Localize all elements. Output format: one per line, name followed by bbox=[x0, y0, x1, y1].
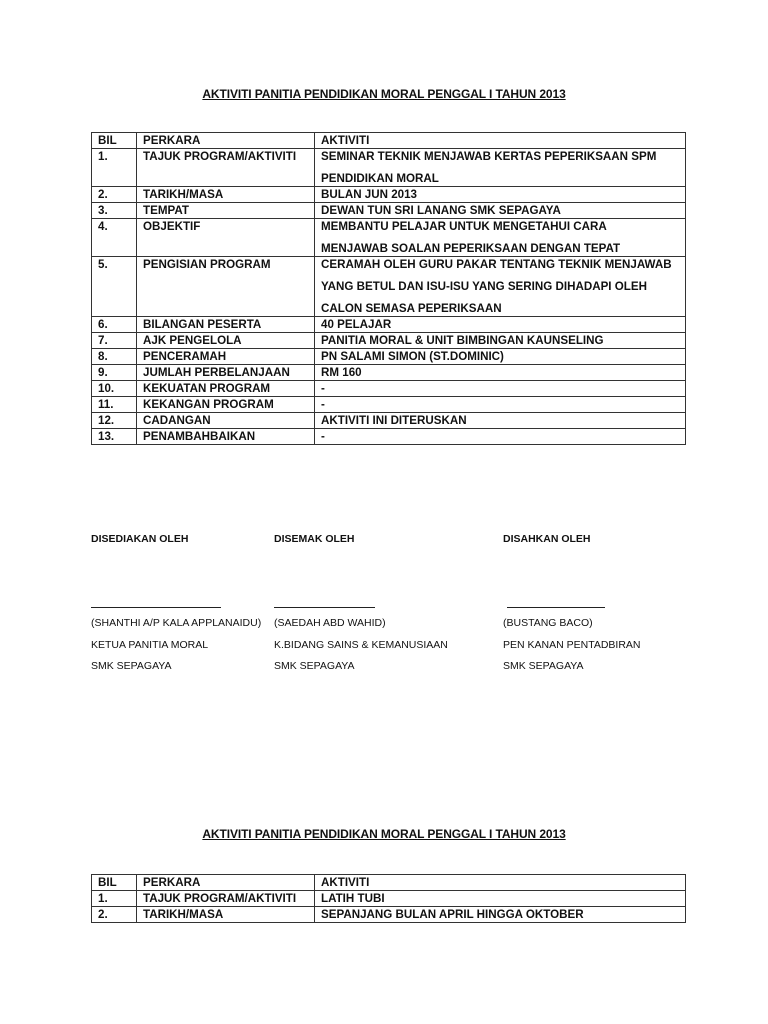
table-row bbox=[92, 413, 686, 429]
table-row bbox=[92, 397, 686, 413]
row-number: 2. bbox=[92, 907, 137, 923]
aktiviti-line: - bbox=[321, 430, 325, 443]
signature-role: PEN KANAN PENTADBIRAN bbox=[503, 639, 641, 651]
column-header: BIL bbox=[92, 875, 137, 891]
aktiviti-line: BULAN JUN 2013 bbox=[321, 188, 417, 201]
row-aktiviti bbox=[315, 907, 686, 923]
signature-heading: DISAHKAN OLEH bbox=[503, 533, 591, 545]
activity-table-2 bbox=[91, 874, 686, 923]
column-header: AKTIVITI bbox=[315, 875, 686, 891]
section1-title: AKTIVITI PANITIA PENDIDIKAN MORAL PENGGAL I TAHUN 2013 bbox=[202, 87, 566, 101]
table-row bbox=[92, 219, 686, 257]
row-perkara: PENGISIAN PROGRAM bbox=[137, 257, 315, 317]
signature-prepared bbox=[91, 533, 188, 545]
column-header: PERKARA bbox=[137, 875, 315, 891]
table-row bbox=[92, 365, 686, 381]
section2-title: AKTIVITI PANITIA PENDIDIKAN MORAL PENGGAL I TAHUN 2013 bbox=[202, 827, 566, 841]
row-perkara: BILANGAN PESERTA bbox=[137, 317, 315, 333]
row-perkara: KEKANGAN PROGRAM bbox=[137, 397, 315, 413]
row-perkara: KEKUATAN PROGRAM bbox=[137, 381, 315, 397]
row-aktiviti bbox=[315, 381, 686, 397]
row-number: 1. bbox=[92, 149, 137, 187]
signature-line bbox=[507, 607, 605, 608]
row-perkara: PENCERAMAH bbox=[137, 349, 315, 365]
table-row bbox=[92, 317, 686, 333]
row-perkara: TARIKH/MASA bbox=[137, 187, 315, 203]
table-row bbox=[92, 203, 686, 219]
row-aktiviti bbox=[315, 397, 686, 413]
aktiviti-line: - bbox=[321, 382, 325, 395]
column-header: BIL bbox=[92, 133, 137, 149]
row-number: 6. bbox=[92, 317, 137, 333]
row-aktiviti bbox=[315, 257, 686, 317]
table-row bbox=[92, 907, 686, 923]
aktiviti-line: 40 PELAJAR bbox=[321, 318, 392, 331]
signature-name: (BUSTANG BACO) bbox=[503, 617, 593, 629]
row-number: 11. bbox=[92, 397, 137, 413]
row-number: 1. bbox=[92, 891, 137, 907]
row-aktiviti bbox=[315, 149, 686, 187]
row-perkara: TAJUK PROGRAM/AKTIVITI bbox=[137, 891, 315, 907]
row-number: 10. bbox=[92, 381, 137, 397]
row-aktiviti bbox=[315, 349, 686, 365]
table-row bbox=[92, 187, 686, 203]
row-perkara: AJK PENGELOLA bbox=[137, 333, 315, 349]
table-header-row bbox=[92, 875, 686, 891]
row-aktiviti bbox=[315, 365, 686, 381]
signature-school: SMK SEPAGAYA bbox=[91, 660, 172, 672]
row-perkara: TEMPAT bbox=[137, 203, 315, 219]
row-perkara: JUMLAH PERBELANJAAN bbox=[137, 365, 315, 381]
aktiviti-line: PANITIA MORAL & UNIT BIMBINGAN KAUNSELING bbox=[321, 334, 604, 347]
signature-role: K.BIDANG SAINS & KEMANUSIAAN bbox=[274, 639, 448, 651]
table-row bbox=[92, 429, 686, 445]
signature-checked bbox=[274, 533, 448, 672]
row-number: 2. bbox=[92, 187, 137, 203]
aktiviti-line: YANG BETUL DAN ISU-ISU YANG SERING DIHADAPI OLEH bbox=[321, 280, 647, 293]
aktiviti-line: DEWAN TUN SRI LANANG SMK SEPAGAYA bbox=[321, 204, 561, 217]
signature-school: SMK SEPAGAYA bbox=[274, 660, 355, 672]
row-aktiviti bbox=[315, 317, 686, 333]
table-row bbox=[92, 381, 686, 397]
row-perkara: TARIKH/MASA bbox=[137, 907, 315, 923]
column-header: AKTIVITI bbox=[315, 133, 686, 149]
aktiviti-line: MENJAWAB SOALAN PEPERIKSAAN DENGAN TEPAT bbox=[321, 242, 621, 255]
aktiviti-line: RM 160 bbox=[321, 366, 362, 379]
signature-heading: DISEDIAKAN OLEH bbox=[91, 533, 189, 545]
signature-approved bbox=[503, 533, 641, 672]
row-number: 13. bbox=[92, 429, 137, 445]
table-row bbox=[92, 891, 686, 907]
signature-role: KETUA PANITIA MORAL bbox=[91, 639, 209, 651]
row-perkara: OBJEKTIF bbox=[137, 219, 315, 257]
row-aktiviti bbox=[315, 219, 686, 257]
signature-name: (SAEDAH ABD WAHID) bbox=[274, 617, 386, 629]
aktiviti-line: CERAMAH OLEH GURU PAKAR TENTANG TEKNIK MENJAWAB bbox=[321, 258, 672, 271]
table-row bbox=[92, 257, 686, 317]
aktiviti-line: LATIH TUBI bbox=[321, 892, 385, 905]
row-perkara: PENAMBAHBAIKAN bbox=[137, 429, 315, 445]
row-aktiviti bbox=[315, 187, 686, 203]
table-header-row bbox=[92, 133, 686, 149]
signature-heading: DISEMAK OLEH bbox=[274, 533, 355, 545]
row-number: 4. bbox=[92, 219, 137, 257]
signature-line bbox=[274, 607, 375, 608]
signature-line bbox=[91, 607, 221, 608]
aktiviti-line: PENDIDIKAN MORAL bbox=[321, 172, 439, 185]
row-aktiviti bbox=[315, 429, 686, 445]
row-number: 9. bbox=[92, 365, 137, 381]
aktiviti-line: PN SALAMI SIMON (ST.DOMINIC) bbox=[321, 350, 504, 363]
signature-block bbox=[91, 533, 691, 673]
row-aktiviti bbox=[315, 333, 686, 349]
row-number: 7. bbox=[92, 333, 137, 349]
table-row bbox=[92, 149, 686, 187]
row-aktiviti bbox=[315, 413, 686, 429]
row-number: 3. bbox=[92, 203, 137, 219]
aktiviti-line: CALON SEMASA PEPERIKSAAN bbox=[321, 302, 502, 315]
signature-name: (SHANTHI A/P KALA APPLANAIDU) bbox=[91, 617, 262, 629]
aktiviti-line: - bbox=[321, 398, 325, 411]
row-aktiviti bbox=[315, 891, 686, 907]
table-row bbox=[92, 333, 686, 349]
aktiviti-line: AKTIVITI INI DITERUSKAN bbox=[321, 414, 467, 427]
row-perkara: CADANGAN bbox=[137, 413, 315, 429]
aktiviti-line: MEMBANTU PELAJAR UNTUK MENGETAHUI CARA bbox=[321, 220, 607, 233]
row-aktiviti bbox=[315, 203, 686, 219]
activity-table-1 bbox=[91, 132, 686, 445]
signature-school: SMK SEPAGAYA bbox=[503, 660, 584, 672]
row-perkara: TAJUK PROGRAM/AKTIVITI bbox=[137, 149, 315, 187]
column-header: PERKARA bbox=[137, 133, 315, 149]
row-number: 5. bbox=[92, 257, 137, 317]
aktiviti-line: SEPANJANG BULAN APRIL HINGGA OKTOBER bbox=[321, 908, 584, 921]
row-number: 12. bbox=[92, 413, 137, 429]
row-number: 8. bbox=[92, 349, 137, 365]
aktiviti-line: SEMINAR TEKNIK MENJAWAB KERTAS PEPERIKSAAN SPM bbox=[321, 150, 657, 163]
table-row bbox=[92, 349, 686, 365]
